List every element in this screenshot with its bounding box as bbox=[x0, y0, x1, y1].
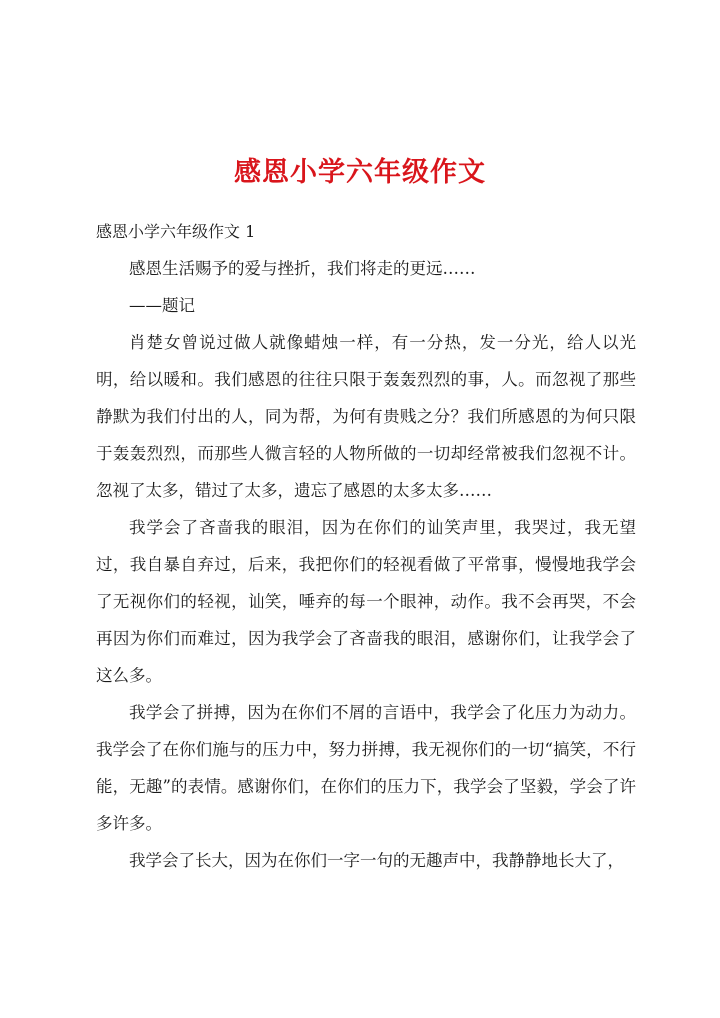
document-title: 感恩小学六年级作文 bbox=[234, 157, 486, 188]
document-subtitle: 感恩小学六年级作文 1 bbox=[96, 222, 256, 241]
paragraph-4: 我学会了长大，因为在你们一字一句的无趣声中，我静静地长大了， bbox=[129, 851, 624, 870]
paragraph-epigraph: ——题记 bbox=[129, 296, 195, 315]
document-body bbox=[96, 250, 636, 879]
paragraph-intro: 感恩生活赐予的爱与挫折，我们将走的更远…… bbox=[129, 259, 476, 278]
paragraph-3: 我学会了拼搏，因为在你们不屑的言语中，我学会了化压力为动力。我学会了在你们施与的压力中，努力拼搏，我无视你们的一切“搞笑，不行能，无趣”的表情。感谢你们，在你们的压力下，我学会了坚毅，学会了许多许多。 bbox=[96, 703, 636, 833]
paragraph-1: 肖楚女曾说过做人就像蜡烛一样，有一分热，发一分光，给人以光明，给以暖和。我们感恩的往往只限于轰轰烈烈的事，人。而忽视了那些静默为我们付出的人，同为帮，为何有贵贱之分？我们所感恩的为何只限于轰轰烈烈，而那些人微言轻的人物所做的一切却经常被我们忽视不计。忽视了太多，错过了太多，遗忘了感恩的太多太多…… bbox=[96, 333, 636, 500]
paragraph-2: 我学会了吝啬我的眼泪，因为在你们的讪笑声里，我哭过，我无望过，我自暴自弃过，后来，我把你们的轻视看做了平常事，慢慢地我学会了无视你们的轻视，讪笑，唾弃的每一个眼神，动作。我不会再哭，不会再因为你们而难过，因为我学会了吝啬我的眼泪，感谢你们，让我学会了这么多。 bbox=[96, 518, 636, 685]
